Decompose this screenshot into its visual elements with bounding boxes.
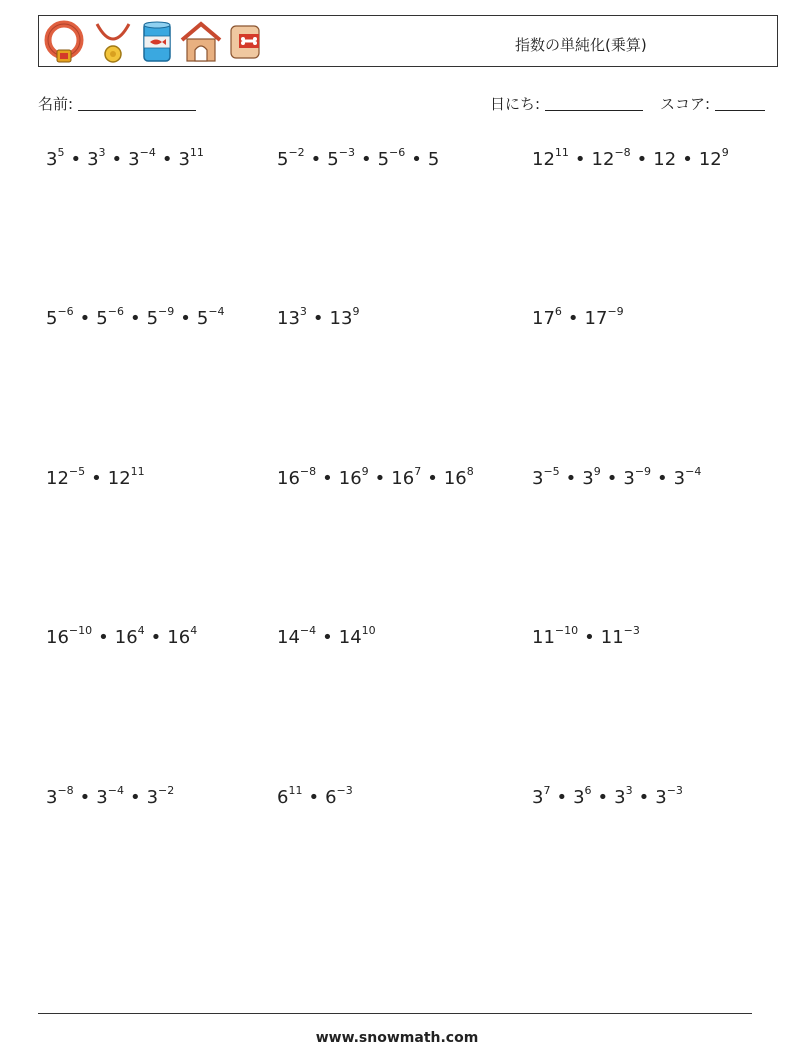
term-base: 3	[46, 787, 58, 808]
multiply-operator: •	[567, 308, 579, 329]
term-base: 12	[46, 468, 69, 489]
term-base: 12	[698, 149, 722, 170]
multiply-operator: •	[322, 468, 333, 489]
problem-2	[277, 148, 439, 170]
multiply-operator: •	[597, 787, 609, 808]
term-exponent: 7	[543, 784, 551, 797]
term-exponent: 11	[288, 784, 303, 797]
term-base: 11	[532, 627, 555, 648]
term-base: 16	[46, 627, 69, 648]
problem-5	[277, 307, 359, 329]
multiply-operator: •	[180, 308, 191, 329]
term-base: 16	[338, 468, 362, 489]
term-exponent: 9	[352, 305, 360, 318]
multiply-operator: •	[79, 308, 91, 329]
term-exponent: 9	[721, 146, 729, 159]
name-field[interactable]	[38, 93, 196, 114]
term-exponent: −8	[614, 146, 631, 159]
multiply-operator: •	[312, 308, 324, 329]
term-base: 16	[277, 468, 300, 489]
ring-collar-icon	[43, 20, 87, 64]
multiply-operator: •	[91, 468, 102, 489]
term-exponent: 11	[130, 465, 145, 478]
name-label: 名前:	[38, 95, 74, 113]
term-exponent: 3	[299, 305, 307, 318]
term-exponent: −6	[57, 305, 74, 318]
term-base: 5	[96, 308, 108, 329]
term-base: 5	[377, 149, 390, 170]
term-base: 16	[443, 468, 467, 489]
multiply-operator: •	[129, 308, 141, 329]
term-base: 3	[46, 149, 58, 170]
multiply-operator: •	[638, 787, 650, 808]
term-base: 3	[573, 787, 585, 808]
term-base: 13	[329, 308, 353, 329]
term-exponent: −4	[299, 624, 317, 637]
term-exponent: −6	[107, 305, 124, 318]
term-exponent: 4	[137, 624, 145, 637]
name-blank[interactable]	[78, 96, 196, 111]
term-exponent: 5	[57, 146, 65, 159]
problem-10	[46, 626, 197, 648]
multiply-operator: •	[161, 149, 173, 170]
term-exponent: −10	[554, 624, 579, 637]
term-exponent: −4	[107, 784, 124, 797]
term-base: 12	[653, 149, 677, 170]
worksheet-header	[38, 15, 778, 67]
footer-url: www.snowmath.com	[315, 1030, 479, 1046]
term-base: 3	[87, 149, 99, 170]
term-exponent: −5	[68, 465, 86, 478]
problem-13	[46, 786, 174, 808]
problem-1	[46, 148, 204, 170]
term-base: 12	[107, 468, 131, 489]
multiply-operator: •	[411, 149, 422, 170]
term-exponent: −9	[607, 305, 624, 318]
term-exponent: −8	[299, 465, 317, 478]
term-base: 17	[584, 308, 608, 329]
dog-house-icon	[179, 20, 223, 64]
term-exponent: −3	[338, 146, 355, 159]
term-exponent: −2	[288, 146, 305, 159]
problem-9	[532, 467, 701, 489]
score-blank[interactable]	[715, 96, 765, 111]
problem-6	[532, 307, 624, 329]
term-base: 3	[582, 468, 594, 489]
term-base: 14	[277, 627, 300, 648]
term-base: 5	[46, 308, 58, 329]
term-exponent: 10	[361, 624, 376, 637]
term-exponent: 9	[361, 465, 369, 478]
multiply-operator: •	[150, 627, 162, 648]
multiply-operator: •	[574, 149, 586, 170]
term-base: 5	[427, 149, 440, 170]
term-exponent: 6	[554, 305, 562, 318]
term-base: 16	[167, 627, 191, 648]
multiply-operator: •	[308, 787, 320, 808]
problem-11	[277, 626, 376, 648]
term-exponent: −4	[208, 305, 225, 318]
problem-15	[532, 786, 683, 808]
footer-divider	[38, 1013, 752, 1014]
term-base: 3	[623, 468, 635, 489]
date-field[interactable]	[490, 93, 643, 114]
term-base: 3	[128, 149, 140, 170]
term-exponent: 8	[466, 465, 474, 478]
term-exponent: 4	[190, 624, 198, 637]
term-base: 16	[391, 468, 415, 489]
date-blank[interactable]	[545, 96, 643, 111]
term-base: 6	[277, 787, 289, 808]
multiply-operator: •	[70, 149, 82, 170]
multiply-operator: •	[129, 787, 141, 808]
term-base: 13	[277, 308, 300, 329]
term-base: 5	[196, 308, 209, 329]
term-base: 3	[655, 787, 667, 808]
term-exponent: 11	[189, 146, 204, 159]
term-base: 3	[146, 787, 159, 808]
multiply-operator: •	[584, 627, 595, 648]
medal-necklace-icon	[91, 20, 135, 64]
term-exponent: −9	[634, 465, 652, 478]
term-base: 5	[327, 149, 339, 170]
multiply-operator: •	[360, 149, 372, 170]
term-base: 17	[532, 308, 555, 329]
term-base: 12	[591, 149, 615, 170]
term-base: 6	[325, 787, 337, 808]
term-base: 3	[673, 468, 686, 489]
term-exponent: −3	[623, 624, 640, 637]
term-exponent: 6	[584, 784, 592, 797]
term-base: 12	[532, 149, 555, 170]
multiply-operator: •	[98, 627, 109, 648]
term-base: 5	[146, 308, 159, 329]
problem-4	[46, 307, 225, 329]
term-exponent: 11	[554, 146, 569, 159]
term-exponent: 7	[414, 465, 422, 478]
multiply-operator: •	[657, 468, 668, 489]
worksheet-title: 指数の単純化(乗算)	[515, 36, 647, 54]
multiply-operator: •	[310, 149, 322, 170]
term-base: 3	[614, 787, 626, 808]
score-field[interactable]	[660, 93, 765, 114]
term-exponent: −3	[666, 784, 683, 797]
problem-14	[277, 786, 353, 808]
problem-8	[277, 467, 474, 489]
term-base: 3	[532, 468, 544, 489]
multiply-operator: •	[556, 787, 568, 808]
term-exponent: −9	[158, 305, 175, 318]
term-exponent: −2	[158, 784, 175, 797]
term-base: 3	[532, 787, 544, 808]
multiply-operator: •	[111, 149, 123, 170]
problem-3	[532, 148, 729, 170]
multiply-operator: •	[79, 787, 91, 808]
multiply-operator: •	[427, 468, 438, 489]
term-exponent: −4	[685, 465, 702, 478]
term-exponent: −5	[543, 465, 560, 478]
term-exponent: 9	[593, 465, 601, 478]
term-base: 14	[338, 627, 362, 648]
term-exponent: −4	[139, 146, 156, 159]
problem-7	[46, 467, 145, 489]
problem-12	[532, 626, 640, 648]
term-base: 5	[277, 149, 289, 170]
bone-treat-icon	[227, 20, 263, 64]
multiply-operator: •	[636, 149, 648, 170]
score-label: スコア:	[660, 95, 711, 113]
term-base: 3	[178, 149, 190, 170]
term-base: 16	[114, 627, 138, 648]
term-base: 11	[600, 627, 624, 648]
header-icons	[43, 20, 263, 64]
multiply-operator: •	[374, 468, 386, 489]
term-exponent: −3	[336, 784, 353, 797]
term-exponent: −8	[57, 784, 74, 797]
term-exponent: 3	[625, 784, 633, 797]
term-exponent: −6	[389, 146, 406, 159]
term-exponent: −10	[68, 624, 93, 637]
multiply-operator: •	[322, 627, 333, 648]
fish-can-icon	[139, 20, 175, 64]
multiply-operator: •	[682, 149, 693, 170]
multiply-operator: •	[565, 468, 577, 489]
date-label: 日にち:	[490, 95, 541, 113]
multiply-operator: •	[606, 468, 618, 489]
term-base: 3	[96, 787, 108, 808]
term-exponent: 3	[98, 146, 106, 159]
